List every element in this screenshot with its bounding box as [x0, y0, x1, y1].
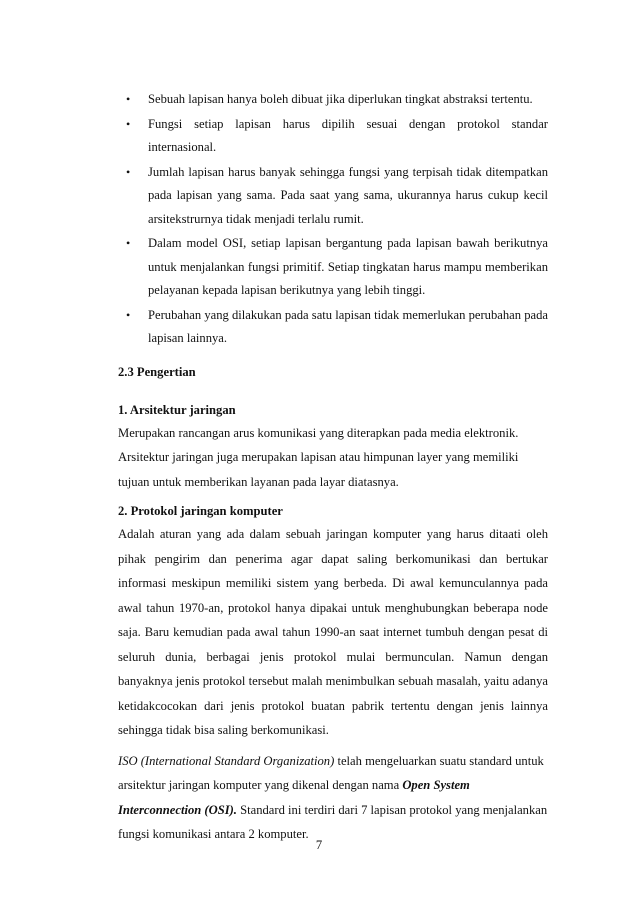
list-item: [118, 304, 548, 351]
bullet-icon: •: [126, 164, 131, 179]
bullet-icon: •: [126, 307, 131, 322]
bullet-icon: •: [126, 116, 131, 131]
subsection-architecture-title: 1. Arsitektur jaringan: [118, 402, 236, 417]
principles-bullet-list: [118, 88, 548, 351]
list-item: [118, 232, 548, 303]
section-title: 2.3 Pengertian: [118, 364, 196, 379]
bullet-icon: •: [126, 236, 131, 250]
iso-paragraph: [118, 749, 548, 847]
list-item-text: Fungsi setiap lapisan harus dipilih sesuai dengan protokol standar internasional.: [148, 116, 548, 154]
architecture-line: Arsitektur jaringan juga merupakan lapisan atau himpunan layer yang memiliki: [118, 450, 519, 464]
protocol-paragraph: Adalah aturan yang ada dalam sebuah jaringan komputer yang harus ditaati oleh pihak pengirim dan penerima agar dapat saling berkomunikasi dan bertukar informasi meskipun memiliki sistem yang berbeda. Di awal kemunculannya pada awal tahun 1970-an, protokol hanya dipakai untuk menghubungkan beberapa node saja. Baru kemudian pada awal tahun 1990-an saat internet tumbuh dengan pesat di seluruh dunia, berbagai jenis protokol mulai bermunculan. Namun dengan banyaknya jenis protokol tersebut malah menimbulkan sebuah masalah, yaitu adanya ketidakcocokan dari jenis protokol buatan pabrik tertentu dengan jenis lainnya sehingga tidak bisa saling berkomunikasi.: [118, 527, 548, 737]
list-item-text: Perubahan yang dilakukan pada satu lapisan tidak memerlukan perubahan pada lapisan lainnya.: [148, 307, 548, 345]
page-content: [118, 88, 548, 847]
list-item: [118, 113, 548, 160]
list-item: [118, 161, 548, 232]
list-item-text: Sebuah lapisan hanya boleh dibuat jika diperlukan tingkat abstraksi tertentu.: [148, 92, 533, 106]
bullet-icon: •: [126, 92, 131, 106]
architecture-line: tujuan untuk memberikan layanan pada layar diatasnya.: [118, 474, 399, 489]
page-number: 7: [315, 838, 323, 852]
subsection-protocol-title: 2. Protokol jaringan komputer: [118, 504, 283, 518]
list-item-text: Jumlah lapisan harus banyak sehingga fungsi yang terpisah tidak ditempatkan pada lapisan yang sama. Pada saat yang sama, ukurannya harus cukup kecil arsitekstrurnya tidak menjadi terlalu rumit.: [148, 164, 548, 226]
list-item: [118, 88, 548, 112]
architecture-line: Merupakan rancangan arus komunikasi yang diterapkan pada media elektronik.: [118, 425, 519, 440]
iso-text-part2: Standard ini terdiri dari 7 lapisan protokol yang menjalankan fungsi komunikasi antara 2 komputer.: [118, 802, 548, 841]
iso-text-part1: telah mengeluarkan suatu standard untuk arsitektur jaringan komputer yang dikenal dengan nama: [118, 753, 544, 792]
iso-term: ISO (International Standard Organization): [118, 753, 335, 768]
list-item-text: Dalam model OSI, setiap lapisan bergantung pada lapisan bawah berikutnya untuk menjalankan fungsi primitif. Setiap tingkatan harus mampu memberikan pelayanan kepada lapisan berikutnya yang lebih tinggi.: [148, 236, 548, 297]
osi-term: Open System Interconnection (OSI).: [118, 778, 470, 817]
